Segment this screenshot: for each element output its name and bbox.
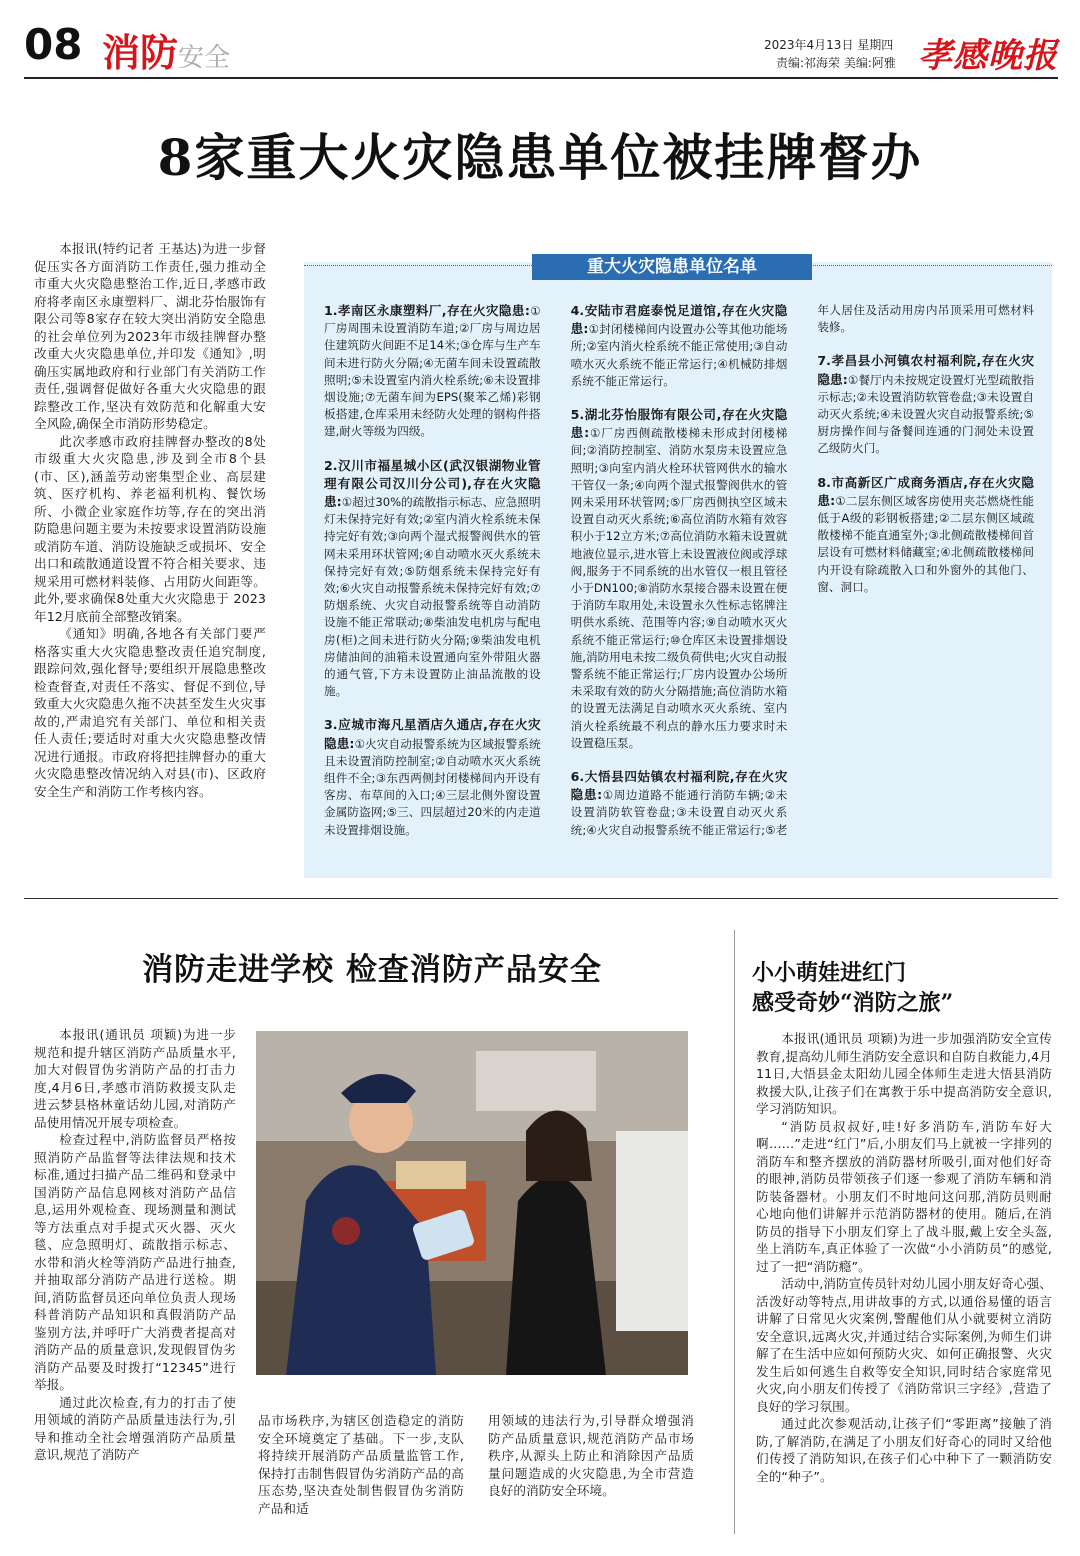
hazard-item: [817, 474, 1034, 596]
article3-title: [752, 958, 1052, 1018]
section-sub: 安全: [178, 43, 231, 73]
hazard-item: [324, 716, 541, 838]
article2-paragraph: 通过此次检查,有力的打击了使用领域的消防产品质量违法行为,引导和推动全社会增强消防产品质量意识,规范了消防产: [34, 1394, 236, 1462]
section-title: [102, 22, 230, 77]
hazard-detail: ①二层东侧区域客房使用夹芯燃烧性能低于A级的彩钢板搭建;②二层东侧区域疏散楼梯不能直通室外;③北侧疏散楼梯间首层设有可燃材料储藏室;④北侧疏散楼梯间内开设有除疏散入口和外窗外的其他门、窗、洞口。: [817, 493, 1034, 594]
section-main: 消防: [102, 31, 179, 75]
header-rule: [24, 77, 1058, 79]
hazard-detail: ①厂房西侧疏散楼梯未形成封闭楼梯间;②消防控制室、消防水泵房未设置应急照明;③向室内消火栓环状管网供水的输水干管仅一条;④向两个湿式报警阀供水的管网未采用环状管网;⑤厂房西侧执空区域未设置自动灭火系统;⑥高位消防水箱有效容积小于12立方米;⑦高位消防水箱未设置就地液位显示,进水管上未设置液位阀或浮球阀,服务于不同系统的出水管仅一根且管径小于DN100;⑧消防水泵接合器未设置在便于消防车取用处,未设置永久性标志铭牌注明供水系统、范围等内容;⑨自动喷水灭火系统不能正常运行;⑩仓库区未设置排烟设施,消防用电未按二级负荷供电;火灾自动报警系统不能正常运行;厂房内设置办公场所未采取有效的防火分隔措施;高位消防水箱的设置无法满足自动喷水灭火系统、室内消火栓系统最不利点的静水压力要求时未设置稳压泵。: [570, 426, 788, 750]
article3-body: [756, 1030, 1052, 1485]
hazard-detail: ①餐厅内未按规定设置灯光型疏散指示标志;②未设置消防软管卷盘;③未设置自动灭火系统;④未设置火灾自动报警系统;⑤厨房操作间与备餐间连通的门洞处未设置乙级防火门。: [817, 372, 1034, 456]
editors: 责编:祁海荣 美编:阿雅: [776, 56, 896, 70]
hazard-unit: 7.孝昌县小河镇农村福利院,存在火灾隐患:: [817, 353, 1034, 387]
article1-paragraph: 此次孝感市政府挂牌督办整改的8处市级重大火灾隐患,涉及到全市8个县(市、区),涵盖劳动密集型企业、高层建筑、医疗机构、养老福利机构、餐饮场所、小微企业家庭作坊等,存在的突出消防隐患问题主要为未按要求设置消防设施或消防车道、消防设施缺乏或损坏、安全出口和疏散通道设置不符合相关要求、违规采用可燃材料装修、占用防火间距等。此外,要求确保8处重大火灾隐患于 2023年12月底前全部整改销案。: [34, 433, 266, 624]
article3-title-line2: 感受奇妙“消防之旅”: [752, 990, 954, 1016]
hazard-item: [817, 352, 1034, 457]
article1-body: [34, 240, 266, 800]
article3-title-line1: 小小萌娃进红门: [752, 960, 907, 986]
hazard-detail: ①周边道路不能通行消防车辆;②未设置消防软管卷盘;③未设置自动灭火系统;④火灾自动报警系统不能正常运行;⑤老年人居住及活动用房内吊顶采用可燃材料装修。: [570, 303, 1034, 837]
article2-title: 消防走进学校 检查消防产品安全: [142, 952, 602, 988]
article2-col2: [258, 1412, 464, 1517]
hazard-unit: 5.湖北芬怡服饰有限公司,存在火灾隐患:: [570, 407, 788, 441]
hazard-detail: ①火灾自动报警系统为区域报警系统且未设置消防控制室;②自动喷水灭火系统组件不全;③东西两侧封闭楼梯间内开设有客房、布草间的入口;④三层北侧外窗设置金属防盗网;⑤三、四层超过20米的内走道未设置排烟设施。: [324, 736, 541, 837]
hazard-unit: 1.孝南区永康塑料厂,存在火灾隐患:: [324, 303, 530, 318]
article2-col3: [488, 1412, 694, 1500]
article2-paragraph: 用领域的违法行为,引导群众增强消防产品质量意识,规范消防产品市场秩序,从源头上防止和消除因产品质量问题造成的火灾隐患,为全市营造良好的消防安全环境。: [488, 1413, 694, 1498]
hazard-item: [324, 302, 541, 441]
section-divider: [24, 898, 1058, 899]
article3-paragraph: 活动中,消防宣传员针对幼儿园小朋友好奇心强、活泼好动等特点,用讲故事的方式,以通俗易懂的语言讲解了日常见火灾案例,警醒他们从小就要树立消防安全意识,远离火灾,并通过结合实际案例,为师生们讲解了在生活中应如何预防火灾、如何正确报警、火灾发生后如何逃生自救等安全知识,同时结合家庭常见火灾,向小朋友们传授了《消防常识三字经》,营造了良好的学习氛围。: [756, 1276, 1052, 1414]
hazard-unit: 8.市高新区广成商务酒店,存在火灾隐患:: [817, 474, 1034, 508]
article2-paragraph: 品市场秩序,为辖区创造稳定的消防安全环境奠定了基础。下一步,支队将持续开展消防产品质量监管工作,保持打击制售假冒伪劣消防产品的高压态势,坚决查处制售假冒伪劣消防产品和适: [258, 1413, 464, 1516]
hazard-list-box: [304, 257, 1052, 878]
column-divider: [734, 930, 735, 1534]
article2-photo: [256, 1031, 688, 1375]
hazard-item: [571, 406, 788, 752]
hazard-list-title: 重大火灾隐患单位名单: [532, 254, 812, 280]
article2-paragraph: 检查过程中,消防监督员严格按照消防产品监督等法律法规和技术标准,通过扫描产品二维码和登录中国消防产品信息网核对消防产品信息,运用外观检查、现场测量和测试等方法重点对手提式灭火器、灭火毯、应急照明灯、疏散指示标志、水带和消火栓等消防产品进行抽查,并抽取部分消防产品进行送检。期间,消防监督员还向单位负责人现场科普消防产品知识和真假消防产品鉴别方法,并呼吁广大消费者提高对消防产品的质量意识,发现假冒伪劣消防产品要及时拨打“12345”进行举报。: [34, 1132, 236, 1392]
hazard-unit: 4.安陆市君庭泰悦足道馆,存在火灾隐患:: [570, 303, 788, 337]
newspaper-logo: 孝感晚报: [918, 36, 1058, 76]
article3-paragraph: 通过此次参观活动,让孩子们“零距离”接触了消防,了解消防,在满足了小朋友们好奇心的同时又给他们传授了消防知识,在孩子们心中种下了一颗消防安全的“种子”。: [756, 1416, 1052, 1484]
article3-paragraph: 本报讯(通讯员 项颖)为进一步加强消防安全宣传教育,提高幼儿师生消防安全意识和自防自救能力,4月11日,大悟县金太阳幼儿园全体师生走进大悟县消防救援大队,让孩子们在寓教于乐中提高消防安全意识,学习消防知识。: [756, 1031, 1052, 1116]
issue-date: 2023年4月13日 星期四: [764, 38, 894, 52]
hazard-item: [571, 302, 788, 390]
photo-illustration: [256, 1031, 688, 1375]
article1-paragraph: 《通知》明确,各地各有关部门要严格落实重大火灾隐患整改责任追究制度,跟踪问效,强化督导;要组织开展隐患整改检查督查,对责任不落实、督促不到位,导致重大火灾隐患久拖不决甚至发生火灾事故的,严肃追究有关部门、单位和相关责任人责任;要适时对重大火灾隐患整改情况进行通报。市政府将把挂牌督办的重大火灾隐患整改情况纳入对县(市)、区政府安全生产和消防工作考核内容。: [34, 626, 266, 799]
page-number: 08: [24, 20, 83, 69]
hazard-item: [324, 457, 541, 701]
article2-col1: [34, 1026, 236, 1464]
hazard-unit: 6.大悟县四姑镇农村福利院,存在火灾隐患:: [570, 769, 788, 803]
hazard-unit: 2.汉川市福星城小区(武汉银湖物业管理有限公司汉川分公司),存在火灾隐患:: [324, 457, 541, 510]
hazard-unit: 3.应城市海凡星酒店久通店,存在火灾隐患:: [324, 717, 541, 751]
hazard-detail: ①厂房周围未设置消防车道;②厂房与周边居住建筑防火间距不足14米;③仓库与生产车间未进行防火分隔;④无菌车间未设置疏散照明;⑤未设置室内消火栓系统;⑥未设置排烟设施;⑦无菌车间为EPS(聚苯乙烯)彩钢板搭建,仓库采用未经防火处理的钢构件搭建,耐火等级为四级。: [324, 304, 541, 439]
hazard-list-columns: [324, 302, 1034, 862]
hazard-detail: ①超过30%的疏散指示标志、应急照明灯未保持完好有效;②室内消火栓系统未保持完好有效;③向两个湿式报警阀供水的管网未采用环状管网;④自动喷水灭火系统未保持完好有效;⑤防烟系统未保持完好有效;⑥火灾自动报警系统未保持完好有效;⑦防烟系统、火灾自动报警系统等自动消防设施不能正常联动;⑧柴油发电机房与配电房(柜)之间未进行防火分隔;⑨柴油发电机房储油间的油箱未设置通向室外带阻火器的通气管,下方未设置防止油品流散的设施。: [324, 495, 541, 699]
article3-paragraph: “消防员叔叔好,哇!好多消防车,消防车好大啊……”走进“红门”后,小朋友们马上就被一字排列的消防车和整齐摆放的消防器材所吸引,面对他们好奇的眼神,消防员带领孩子们逐一参观了消防车辆和消防装备器材。小朋友们不时地问这问那,消防员则耐心地向他们讲解并示范消防器材的使用。随后,在消防员的指导下小朋友们穿上了战斗服,戴上安全头盔,坐上消防车,真正体验了一次做“小小消防员”的感觉,过了一把“消防瘾”。: [756, 1118, 1052, 1274]
article1-paragraph: 本报讯(特约记者 王基达)为进一步督促压实各方面消防工作责任,强力推动全市重大火灾隐患整治工作,近日,孝感市政府将孝南区永康塑料厂、湖北芬怡服饰有限公司等8家存在较大突出消防安全隐患的社会单位列为2023年市级挂牌督办整改重大火灾隐患单位,并印发《通知》,明确压实属地政府和行业部门有关消防工作责任,强调督促做好各重大火灾隐患的跟踪整改工作,坚决有效防范和化解重大安全风险,确保全市消防形势稳定。: [34, 241, 266, 431]
article2-paragraph: 本报讯(通讯员 项颖)为进一步规范和提升辖区消防产品质量水平,加大对假冒伪劣消防产品的打击力度,4月6日,孝感市消防救援支队走进云梦县格林童话幼儿园,对消防产品使用情况开展专项检查。: [34, 1027, 236, 1130]
article1-title: 8家重大火灾隐患单位被挂牌督办: [157, 128, 923, 187]
hazard-detail: ①封闭楼梯间内设置办公等其他功能场所;②室内消火栓系统不能正常使用;③自动喷水灭火系统不能正常运行;④机械防排烟系统不能正常运行。: [570, 322, 788, 388]
